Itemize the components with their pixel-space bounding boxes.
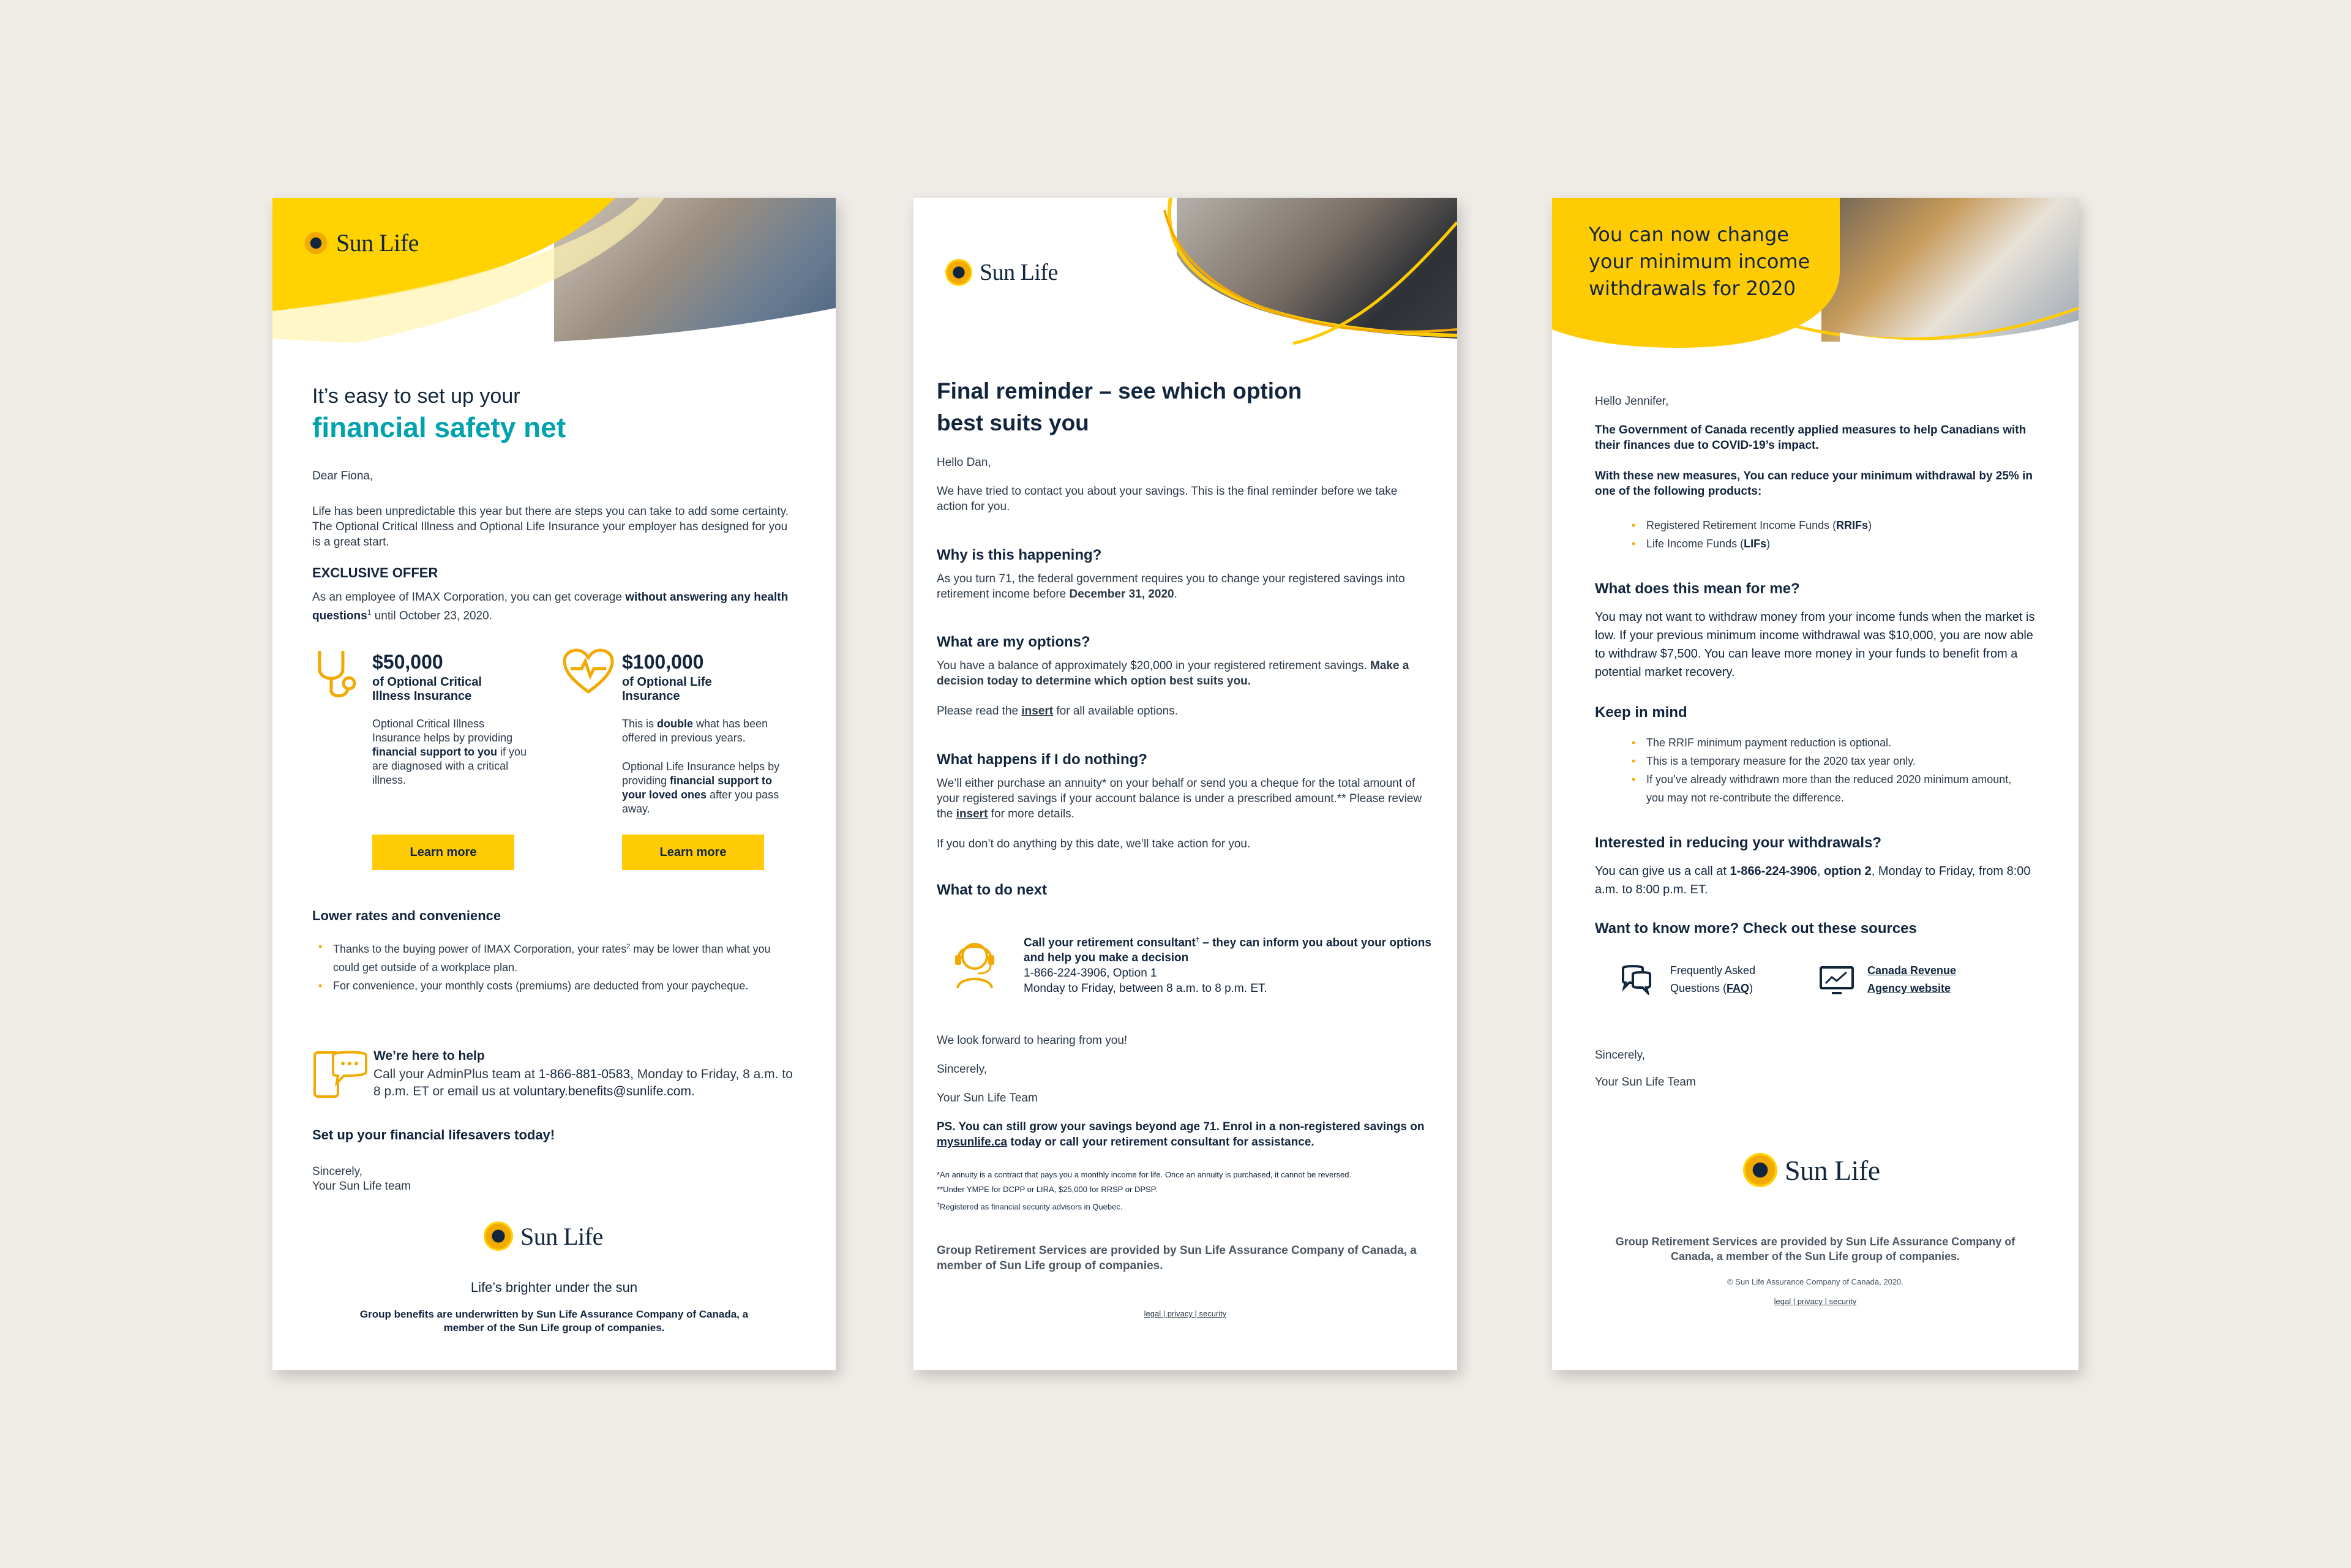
list-item: • Life Income Funds (LIFs) — [1625, 535, 2023, 553]
footer-logo: Sun Life — [1743, 1153, 1880, 1187]
faq-link[interactable]: FAQ — [1727, 982, 1750, 994]
greeting: Dear Fiona, — [312, 470, 373, 482]
sun-life-logo: Sun Life — [303, 228, 419, 257]
banner-headline: You can now change your minimum income withdrawals for 2020 — [1589, 223, 1810, 300]
footnotes — [937, 1168, 1439, 1214]
section-options: What are my options? — [937, 634, 1090, 650]
offer-title: EXCLUSIVE OFFER — [312, 565, 438, 580]
section-nothing-note: If you don’t do anything by this date, we’ll take action for you. — [937, 838, 1251, 850]
email-preview-financial-safety-net — [272, 198, 836, 1370]
consultant-phone: 1-866-224-3906, Option 1 — [1024, 967, 1157, 980]
signoff: Sincerely, — [312, 1165, 363, 1178]
closing-text: We look forward to hearing from you! — [937, 1034, 1128, 1047]
email-header — [1552, 198, 2079, 348]
sun-logo-icon — [303, 230, 329, 256]
list-item: • If you’ve already withdrawn more than the reduced 2020 minimum amount, you may not re-contribute the difference. — [1625, 770, 2023, 807]
footer-disclaimer: Group Retirement Services are provided by Sun Life Assurance Company of Canada, a member of the Sun Life group of companies. — [1615, 1236, 2015, 1262]
signoff: Sincerely, — [937, 1063, 988, 1076]
faq-source: Frequently Asked Questions (FAQ) — [1670, 964, 1756, 994]
lead-paragraph: The Government of Canada recently applied measures to help Canadians with their finances due to COVID-19’s impact. — [1595, 424, 2027, 452]
phone-number[interactable]: 1-866-224-3906 — [1730, 865, 1817, 878]
section-meaning-body: You may not want to withdraw money from your income funds when the market is low. If your previous minimum income withdrawal was $10,000, you are now able to withdraw $7,500. You can leave more money in your funds to benefit from a potential market recovery. — [1595, 610, 2035, 679]
list-item: • Registered Retirement Income Funds (RRIFs) — [1625, 516, 2023, 535]
footnote-annuity: *An annuity is a contract that pays you a monthly income for life. Once an annuity is purchased, it cannot be reversed. — [937, 1170, 1352, 1179]
next-steps-text: Call your retirement consultant† – they can inform you about your options and help you make a decision 1-866-224-3906, Option 1 Monday to Friday, between 8 a.m. to 8 p.m. ET. — [1024, 932, 1440, 996]
hero-yellow-swoosh — [272, 198, 836, 357]
signoff-name: Your Sun Life Team — [937, 1092, 1038, 1105]
cra-website-link[interactable]: Canada Revenue Agency website — [1867, 964, 1957, 994]
section-meaning: What does this mean for me? — [1595, 580, 1800, 597]
life-insurance-subtitle: of Optional Life Insurance — [622, 675, 712, 703]
offer-text: As an employee of IMAX Corporation, you can get coverage without answering any health questions$^1$ until October 23, 2020. — [312, 591, 789, 623]
critical-illness-subtitle: of Optional Critical Illness Insurance — [372, 675, 482, 703]
life-insurance-body-1: This is double what has been offered in previous years. — [622, 718, 768, 744]
footer-logo: Sun Life — [484, 1221, 603, 1251]
section-why: Why is this happening? — [937, 547, 1102, 563]
section-nothing-body: We’ll either purchase an annuity* on your behalf or send you a cheque for the total amount of your registered savings if your account balance is under a prescribed amount.** Please review the insert for more details. — [937, 777, 1422, 820]
section-options-body: You have a balance of approximately $20,000 in your registered retirement savings. Make a decision today to determine which option best suits you. — [937, 659, 1409, 688]
section-next: What to do next — [937, 882, 1047, 898]
consultant-hours: Monday to Friday, between 8 a.m. to 8 p.m. ET. — [1024, 982, 1267, 996]
phone-chat-icon — [312, 1049, 367, 1101]
email-header — [913, 198, 1457, 351]
signoff: Sincerely, — [1595, 1049, 1646, 1062]
section-options-insert: Please read the insert for all available options. — [937, 705, 1178, 718]
signoff-name: Your Sun Life Team — [1595, 1076, 1696, 1089]
chat-bubbles-icon — [1619, 963, 1654, 995]
insert-link[interactable]: insert — [956, 808, 988, 820]
amount-100000: $100,000 — [622, 651, 704, 673]
mysunlife-link[interactable]: mysunlife.ca — [937, 1136, 1008, 1149]
section-sources: Want to know more? Check out these sources — [1595, 920, 1917, 937]
copyright: © Sun Life Assurance Company of Canada, 2020. — [1727, 1277, 1903, 1286]
email-preview-minimum-withdrawals — [1552, 198, 2079, 1370]
learn-more-critical-illness-button[interactable]: Learn more — [372, 835, 514, 870]
footer-links[interactable]: legal | privacy | security — [1144, 1309, 1227, 1318]
sun-logo-icon — [484, 1221, 513, 1251]
sun-logo-icon — [945, 259, 972, 286]
insert-link[interactable]: insert — [1021, 705, 1054, 718]
section-keep-in-mind: Keep in mind — [1595, 704, 1687, 721]
tagline: Life’s brighter under the sun — [470, 1280, 638, 1295]
email-header — [272, 198, 836, 357]
lead-paragraph-2: With these new measures, You can reduce your minimum withdrawal by 25% in one of the following products: — [1595, 470, 2033, 498]
rates-title: Lower rates and convenience — [312, 908, 501, 923]
section-nothing: What happens if I do nothing? — [937, 751, 1147, 768]
monitor-chart-icon — [1818, 965, 1855, 996]
intro-paragraph: We have tried to contact you about your savings. This is the final reminder before we take action for you. — [937, 485, 1398, 513]
footnote-quebec: †Registered as financial security advisors in Quebec. — [937, 1201, 1123, 1212]
products-list — [1625, 516, 2023, 553]
sun-logo-icon — [1743, 1153, 1777, 1187]
rates-bullets — [312, 937, 796, 995]
section-why-body: As you turn 71, the federal government requires you to change your registered savings into retirement income before December 31, 2020. — [937, 572, 1405, 601]
headline-line-2: financial safety net — [312, 411, 566, 443]
critical-illness-body: Optional Critical Illness Insurance helps by providing financial support to you if you are diagnosed with a critical illness. — [372, 718, 527, 786]
help-title: We’re here to help — [373, 1049, 485, 1063]
cta-text: Set up your financial lifesavers today! — [312, 1127, 555, 1142]
amount-50000: $50,000 — [372, 651, 443, 673]
heartbeat-icon — [562, 648, 615, 697]
email-preview-final-reminder — [913, 198, 1457, 1370]
footer-links[interactable]: legal | privacy | security — [1774, 1297, 1857, 1306]
help-phone-link[interactable]: 1-866-881-0583 — [538, 1067, 631, 1081]
life-insurance-body-2: Optional Life Insurance helps by providing financial support to your loved ones after you pass away. — [622, 760, 780, 815]
headline-line-1: It’s easy to set up your — [312, 384, 520, 408]
section-interested-body: You can give us a call at 1-866-224-3906, option 2, Monday to Friday, from 8:00 a.m. to 8:00 p.m. ET. — [1595, 865, 2031, 896]
learn-more-life-insurance-button[interactable]: Learn more — [622, 835, 764, 870]
signoff-name: Your Sun Life team — [312, 1180, 411, 1193]
list-item: • For convenience, your monthly costs (premiums) are deducted from your paycheque. — [312, 977, 796, 995]
greeting: Hello Dan, — [937, 456, 991, 469]
section-interested: Interested in reducing your withdrawals? — [1595, 835, 1882, 851]
footer-disclaimer: Group benefits are underwritten by Sun Life Assurance Company of Canada, a member of the Sun Life group of companies. — [359, 1308, 749, 1334]
offer-highlight: without answering any health questions — [312, 591, 789, 623]
list-item: • Thanks to the buying power of IMAX Corporation, your rates$^2$ may be lower than what you could get outside of a workplace plan. — [312, 937, 796, 977]
headset-agent-icon — [950, 936, 999, 989]
stethoscope-icon — [312, 648, 361, 703]
help-text: Call your AdminPlus team at 1-866-881-0583, Monday to Friday, 8 a.m. to 8 p.m. ET or email us at voluntary.benefits@sunlife.com. — [373, 1067, 793, 1098]
list-item: • The RRIF minimum payment reduction is optional. — [1625, 733, 2023, 752]
headline: Final reminder – see which option best suits you — [937, 378, 1302, 435]
keep-in-mind-list — [1625, 733, 2023, 807]
sun-life-logo: Sun Life — [945, 259, 1058, 286]
footer-disclaimer: Group Retirement Services are provided by Sun Life Assurance Company of Canada, a member of Sun Life group of companies. — [937, 1244, 1417, 1272]
greeting: Hello Jennifer, — [1595, 395, 1669, 408]
postscript: PS. You can still grow your savings beyond age 71. Enrol in a non-registered savings on mysunlife.ca today or call your retirement consultant for assistance. — [937, 1120, 1425, 1149]
list-item: • This is a temporary measure for the 2020 tax year only. — [1625, 752, 2023, 770]
intro-paragraph: Life has been unpredictable this year but there are steps you can take to add some certainty. The Optional Critical Illness and Optional Life Insurance your employer has designed for you is a great start. — [312, 505, 789, 549]
help-email-link[interactable]: voluntary.benefits@sunlife.com — [513, 1084, 691, 1098]
footnote-ympe: **Under YMPE for DCPP or LIRA, $25,000 for RRSP or DPSP. — [937, 1185, 1158, 1194]
